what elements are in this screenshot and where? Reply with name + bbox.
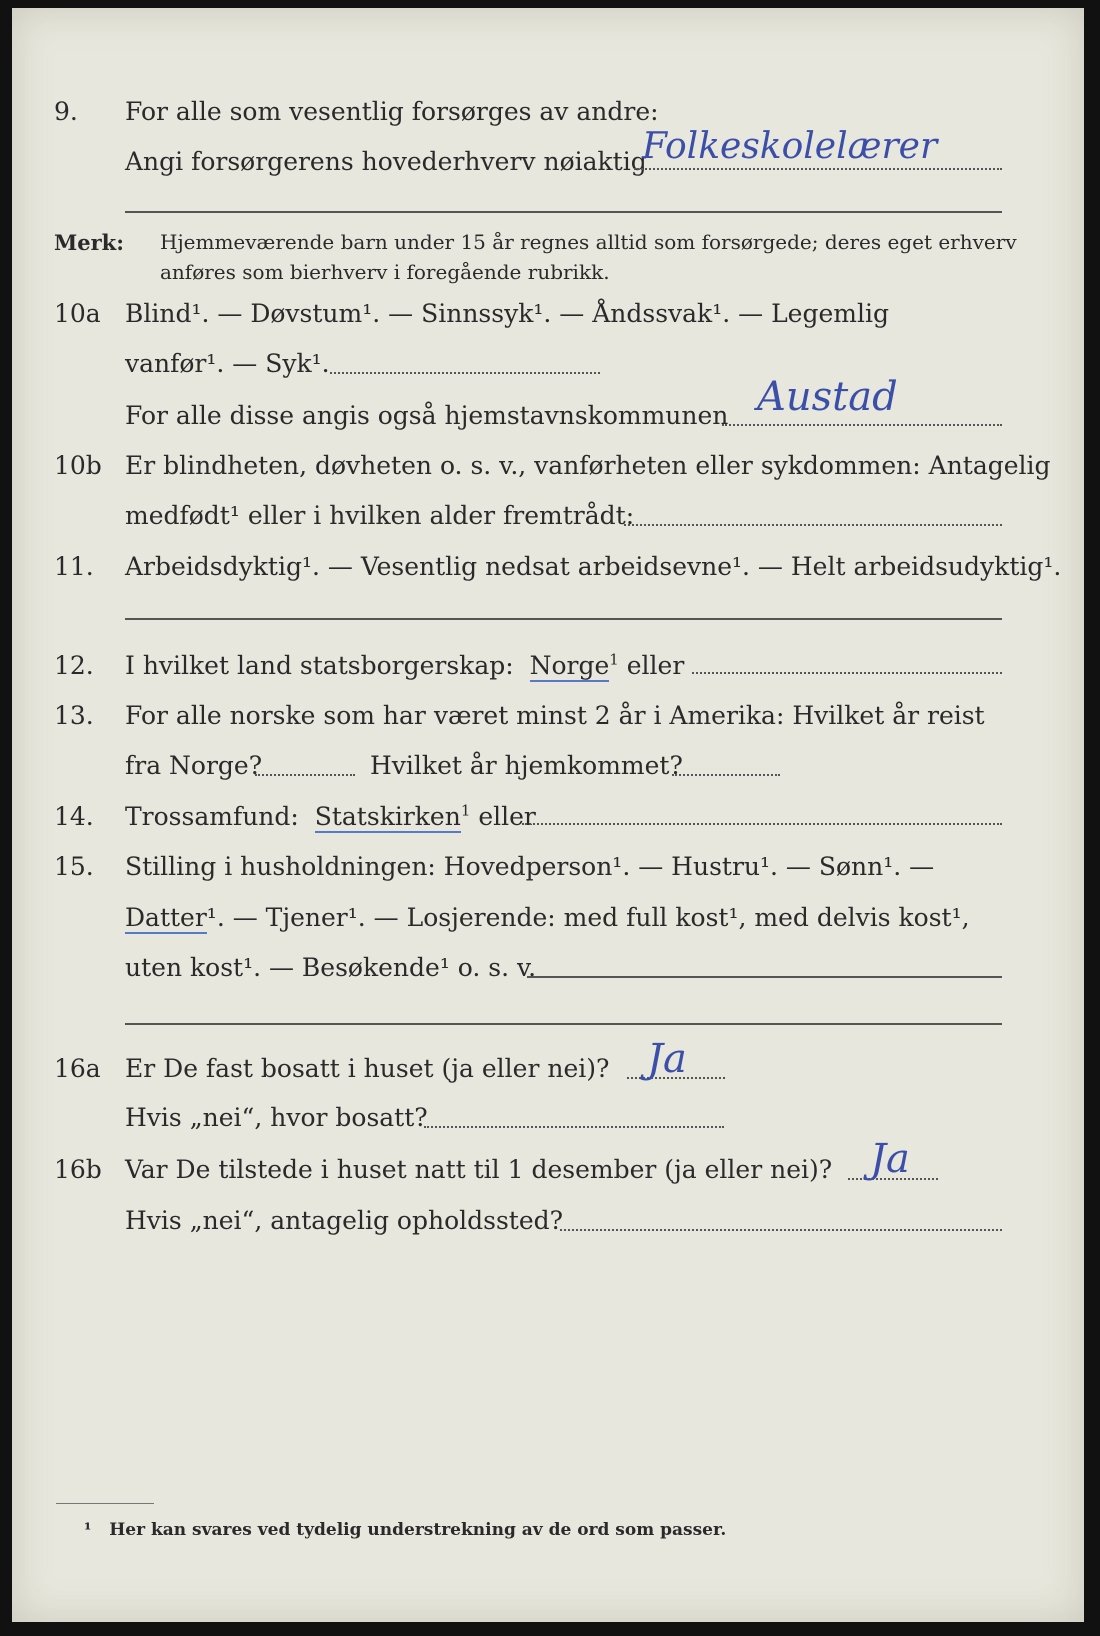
q13-text-b: Hvilket år hjemkommet? — [370, 751, 683, 780]
q10b-answer-line[interactable] — [624, 524, 1002, 526]
q15-extra-line[interactable] — [125, 1023, 1002, 1025]
footnote — [84, 1520, 726, 1540]
footnote-mark: ¹ — [84, 1520, 92, 1540]
q15-text2 — [125, 902, 970, 934]
q11-text1: Arbeidsdyktig¹. — Vesentlig nedsat arbeidsevne¹. — Helt arbeidsudyktig¹. — [125, 552, 1062, 581]
q14-text: Trossamfund: Statskirken$^1$ eller — [125, 801, 536, 831]
q15-number: 15. — [54, 852, 94, 881]
q10b-text2: medfødt¹ eller i hvilken alder fremtrådt: — [125, 501, 635, 530]
q15-answer-line[interactable] — [527, 976, 1002, 978]
q10a-number: 10a — [54, 299, 101, 328]
q16b-opholdssted-line[interactable] — [560, 1229, 1002, 1231]
q9-text1: For alle som vesentlig forsørges av andre: — [125, 97, 659, 126]
footnote-rule — [56, 1503, 154, 1504]
q16a-number: 16a — [54, 1054, 101, 1083]
q12-text: I hvilket land statsborgerskap: Norge$^1$ eller — [125, 650, 685, 680]
q16a-answer: Ja — [647, 1036, 687, 1082]
merk-line1: Hjemmeværende barn under 15 år regnes alltid som forsørgede; deres eget erhverv — [160, 230, 1017, 254]
footnote-text: Her kan svares ved tydelig understrekning av de ord som passer. — [109, 1520, 727, 1540]
q13-number: 13. — [54, 701, 94, 730]
q9-text2: Angi forsørgerens hovederhverv nøiaktig — [125, 147, 647, 176]
q11-answer-line[interactable] — [125, 618, 1002, 620]
q15-text3: uten kost¹. — Besøkende¹ o. s. v. — [125, 953, 537, 982]
q14-number: 14. — [54, 802, 94, 831]
merk-label: Merk: — [54, 230, 124, 255]
q10b-text1: Er blindheten, døvheten o. s. v., vanførheten eller sykdommen: Antagelig — [125, 451, 1051, 480]
q12-post: eller — [626, 651, 685, 680]
q10a-text2: vanfør¹. — Syk¹. — [125, 349, 330, 378]
q12-norge[interactable]: Norge — [529, 651, 610, 680]
q16a-text1: Er De fast bosatt i huset (ja eller nei)? — [125, 1054, 610, 1083]
q16b-text1: Var De tilstede i huset natt til 1 desember (ja eller nei)? — [125, 1155, 833, 1184]
q9-answer-line[interactable] — [634, 168, 1002, 170]
q15-text1: Stilling i husholdningen: Hovedperson¹. — Hustru¹. — Sønn¹. — — [125, 852, 935, 881]
q16b-text2: Hvis „nei“, antagelig opholdssted? — [125, 1206, 564, 1235]
q16a-bosatt-line[interactable] — [424, 1126, 724, 1128]
q15-text2-rest: ¹. — Tjener¹. — Losjerende: med full kost¹, med delvis kost¹, — [206, 903, 970, 932]
q14-post: eller — [478, 802, 536, 831]
q10a-text1: Blind¹. — Døvstum¹. — Sinnssyk¹. — Åndssvak¹. — Legemlig — [125, 299, 889, 328]
q16b-answer: Ja — [870, 1136, 910, 1182]
q16b-number: 16b — [54, 1155, 102, 1184]
q12-answer-line[interactable] — [692, 672, 1002, 674]
census-form-page — [12, 8, 1084, 1622]
q14-statskirken[interactable]: Statskirken — [314, 802, 461, 831]
q9-answer: Folkeskolelærer — [642, 126, 938, 167]
q12-pre: I hvilket land statsborgerskap: — [125, 651, 514, 680]
q14-pre: Trossamfund: — [125, 802, 299, 831]
q13-text1: For alle norske som har været minst 2 år i Amerika: Hvilket år reist — [125, 701, 985, 730]
merk-line2: anføres som bierhverv i foregående rubrikk. — [160, 260, 610, 284]
q10a-answer-line[interactable] — [722, 424, 1002, 426]
q10a-text3: For alle disse angis også hjemstavnskommunen — [125, 401, 729, 430]
q14-answer-line[interactable] — [522, 823, 1002, 825]
q10b-number: 10b — [54, 451, 102, 480]
q10a-syk-line[interactable] — [330, 372, 600, 374]
q16a-text2: Hvis „nei“, hvor bosatt? — [125, 1103, 428, 1132]
q12-number: 12. — [54, 651, 94, 680]
q10a-answer: Austad — [757, 374, 898, 420]
q13-reist-line[interactable] — [255, 774, 355, 776]
q9-extra-line[interactable] — [125, 211, 1002, 213]
q9-number: 9. — [54, 97, 78, 126]
q11-number: 11. — [54, 552, 94, 581]
q13-hjemkommet-line[interactable] — [672, 774, 780, 776]
q15-datter[interactable]: Datter — [125, 903, 207, 932]
q13-text-a: fra Norge? — [125, 751, 263, 780]
